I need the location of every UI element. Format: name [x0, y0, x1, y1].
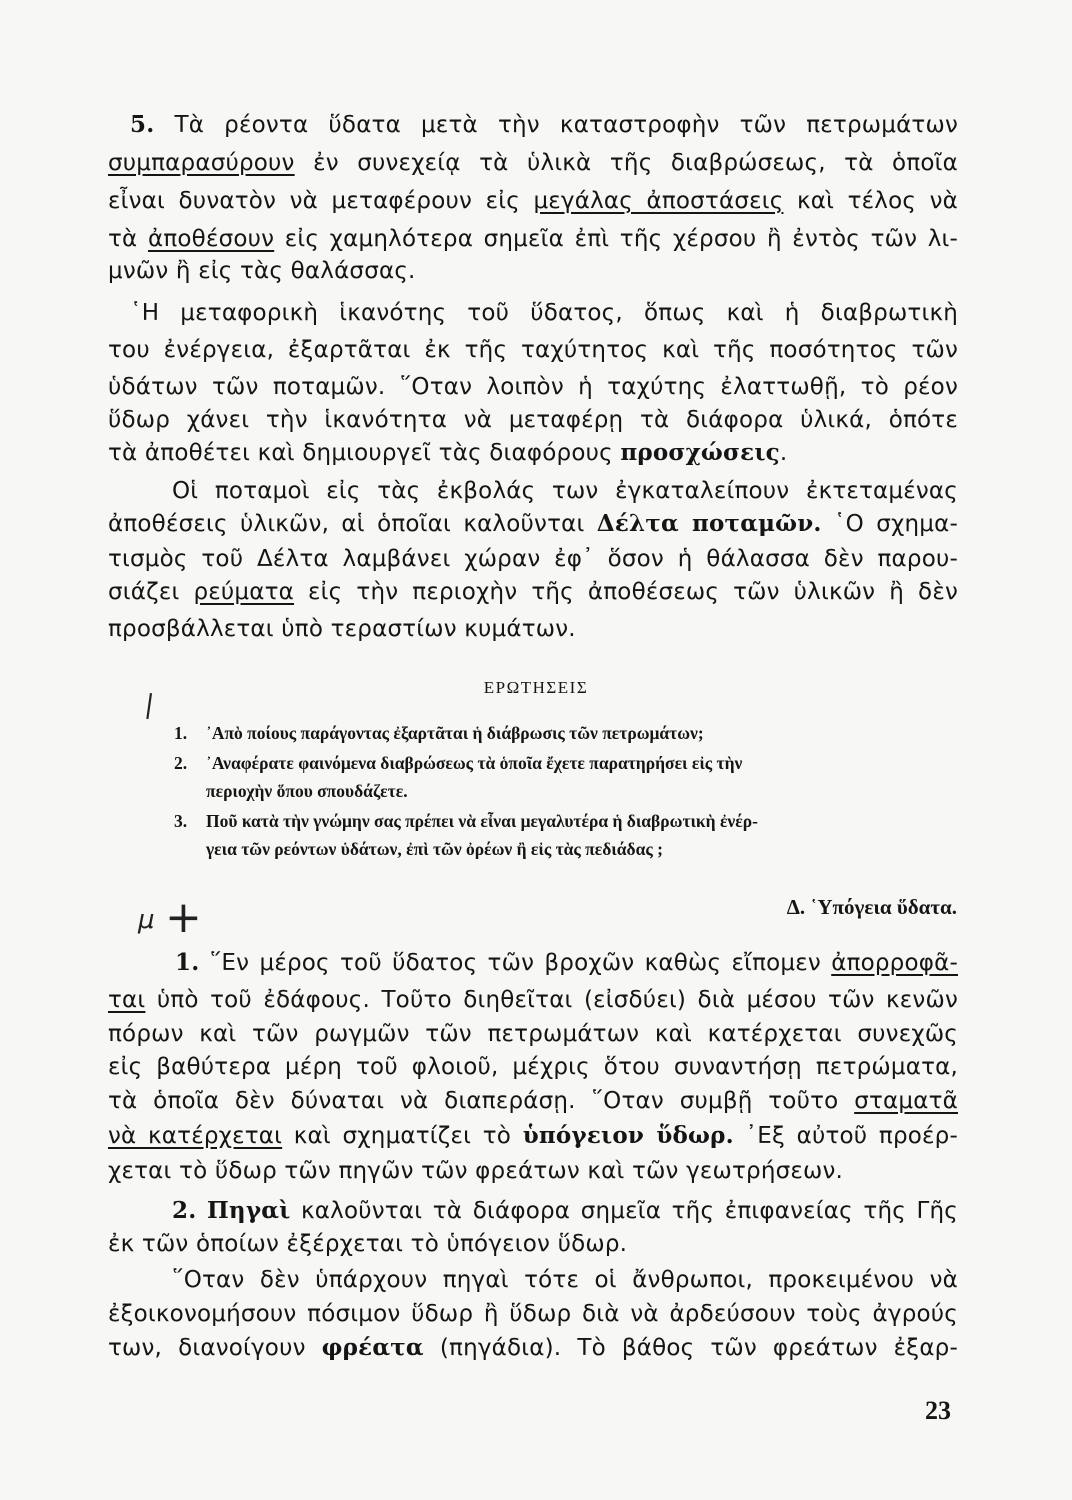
text-line: Οἱ ποταμοὶ εἰς τὰς ἐκβολάς των ἐγκαταλείπουν ἐκτεταμένας — [172, 478, 958, 504]
underlined-text: ται — [108, 987, 146, 1013]
underlined-text: συμπαρασύρουν — [108, 150, 295, 176]
text-line: ὑδάτων τῶν ποταμῶν. ῞Οταν λοιπὸν ἡ ταχύτης ἐλαττωθῇ, τὸ ρέον — [108, 374, 958, 400]
text-line: πόρων καὶ τῶν ρωγμῶν τῶν πετρωμάτων καὶ κατέρχεται συνεχῶς — [108, 1021, 958, 1047]
text-line: χεται τὸ ὕδωρ τῶν πηγῶν τῶν φρεάτων καὶ τῶν γεωτρήσεων. — [108, 1158, 844, 1184]
underlined-text: ἀπορροφᾶ- — [831, 950, 958, 976]
handwritten-mark: μ — [138, 905, 155, 935]
text-line: τὰ ἀποθέσουν εἰς χαμηλότερα σημεῖα ἐπὶ τῆς χέρσου ἢ ἐντὸς τῶν λι- — [108, 226, 959, 252]
text-line: εἰς βαθύτερα μέρη τοῦ φλοιοῦ, μέχρις ὅτου συναντήσῃ πετρώματα, — [108, 1054, 958, 1080]
text-line: μνῶν ἢ εἰς τὰς θαλάσσας. — [108, 258, 416, 284]
handwritten-mark: + — [165, 892, 202, 943]
paragraph-number: 1. — [175, 949, 200, 976]
text-line: τισμὸς τοῦ Δέλτα λαμβάνει χώραν ἐφ᾽ ὅσον ἡ θάλασσα δὲν παρου- — [108, 546, 958, 572]
text-line: εἶναι δυνατὸν νὰ μεταφέρουν εἰς μεγάλας ἀποστάσεις καὶ τέλος νὰ — [108, 188, 958, 214]
page-number: 23 — [925, 1396, 951, 1425]
document-page: 5. Τὰ ρέοντα ὕδατα μετὰ τὴν καταστροφὴν τῶν πετρωμάτων συμπαρασύρουν ἐν συνεχείᾳ τὰ ὑλικὰ τῆς διαβρώσεως, τὰ ὁποῖα εἶναι δυνατὸν νὰ μεταφέρουν εἰς μεγάλας ἀποστάσεις καὶ τέλος νὰ τὰ ἀποθέσουν εἰς χαμηλότερα σημεῖα ἐπὶ τῆς χέρσου ἢ ἐντὸς τῶν λι- μνῶν ἢ εἰς τὰς θαλάσσας. ῾Η μεταφορικὴ ἱκανότης τοῦ ὕδατος, ὅπως καὶ ἡ διαβρωτικὴ του ἐνέργεια, ἐξαρτᾶται ἐκ τῆς ταχύτητος καὶ τῆς ποσότητος τῶν ὑδάτων τῶν ποταμῶν. ῞Οταν λοιπὸν ἡ ταχύτης ἐλαττωθῇ, τὸ ρέον ὕδωρ χάνει τὴν ἱκανότητα νὰ μεταφέρῃ τὰ διάφορα ὑλικά, ὁπότε τὰ ἀποθέτει καὶ δημιουργεῖ τὰς διαφόρους προσχώσεις. Οἱ ποταμοὶ εἰς τὰς ἐκβολάς των ἐγκαταλείπουν ἐκτεταμένας ἀποθέσεις ὑλικῶν, αἱ ὁποῖαι καλοῦνται Δέλτα ποταμῶν. ῾Ο σχημα- τισμὸς τοῦ Δέλτα λαμβάνει χώραν ἐφ᾽ ὅσον ἡ θάλασσα δὲν παρου- σιάζει ρεύματα εἰς τὴν περιοχὴν τῆς ἀποθέσεως τῶν ὑλικῶν ἢ δὲν προσβάλλεται ὑπὸ τεραστίων κυμάτων. ΕΡΩΤΗΣΕΙΣ | 1. ᾽Απὸ ποίους παράγοντας ἐξαρτᾶται ἡ διάβρωσις τῶν πετρωμάτων; 2. ᾽Αναφέρατε φαινόμενα διαβρώσεως τὰ ὁποῖα ἔχετε παρατηρήσει εἰς τὴν περιοχὴν ὅπου σπουδάζετε. 3. Ποῦ κατὰ τὴν γνώμην σας πρέπει νὰ εἶναι μεγαλυτέρα ἡ διαβρωτικὴ ἐνέρ- γεια τῶν ρεόντων ὑδάτων, ἐπὶ τῶν ὀρέων ἢ εἰς τὰς πεδιάδας ; Δ. ῾Υπόγεια ὕδατα. μ + 1. ῞Εν μέρος τοῦ ὕδατος τῶν βροχῶν καθὼς εἴπομεν ἀπορροφᾶ- ται ὑπὸ τοῦ ἐδάφους. Τοῦτο διηθεῖται (εἰσδύει) διὰ μέσου τῶν κενῶν πόρων καὶ τῶν ρωγμῶν τῶν πετρωμάτων καὶ κατέρχεται συνεχῶς εἰς βαθύτερα μέρη τοῦ φλοιοῦ, μέχρις ὅτου συναντήσῃ πετρώματα, τὰ ὁποῖα δὲν δύναται νὰ διαπεράσῃ. ῞Οταν συμβῇ τοῦτο σταματᾶ νὰ κατέρχεται καὶ σχηματίζει τὸ ὑπόγειον ὕδωρ. ᾽Εξ αὐτοῦ προέρ- χεται τὸ ὕδωρ τῶν πηγῶν τῶν φρεάτων καὶ τῶν γεωτρήσεων. 2. Πηγαὶ καλοῦνται τὰ διάφορα σημεῖα τῆς ἐπιφανείας τῆς Γῆς ἐκ τῶν ὁποίων ἐξέρχεται τὸ ὑπόγειον ὕδωρ. ῞Οταν δὲν ὑπάρχουν πηγαὶ τότε οἱ ἄνθρωποι, προκειμένου νὰ ἐξοικονομήσουν πόσιμον ὕδωρ ἢ ὕδωρ διὰ νὰ ἀρδεύσουν τοὺς ἀγρούς των, διανοίγουν φρέατα (πηγάδια). Τὸ βάθος τῶν φρεάτων ἐξαρ- 23 — [0, 0, 1072, 1500]
bold-term: Δέλτα ποταμῶν. — [596, 510, 822, 537]
section-title: Δ. ῾Υπόγεια ὕδατα. — [786, 895, 957, 919]
text-line: ἐξοικονομήσουν πόσιμον ὕδωρ ἢ ὕδωρ διὰ νὰ ἀρδεύσουν τοὺς ἀγρούς — [108, 1301, 958, 1327]
text-line: συμπαρασύρουν ἐν συνεχείᾳ τὰ ὑλικὰ τῆς διαβρώσεως, τὰ ὁποῖα — [108, 150, 958, 176]
underlined-text: ἀποθέσουν — [148, 226, 275, 252]
underlined-text: μεγάλας ἀποστάσεις — [533, 188, 784, 214]
text-line: ται ὑπὸ τοῦ ἐδάφους. Τοῦτο διηθεῖται (εἰσδύει) διὰ μέσου τῶν κενῶν — [108, 987, 958, 1013]
underlined-text: ρεύματα — [193, 579, 295, 605]
text-line: τὰ ὁποῖα δὲν δύναται νὰ διαπεράσῃ. ῞Οταν συμβῇ τοῦτο σταματᾶ — [108, 1088, 958, 1114]
underlined-text: νὰ κατέρχεται — [108, 1123, 283, 1149]
text-line: 1. ῞Εν μέρος τοῦ ὕδατος τῶν βροχῶν καθὼς εἴπομεν ἀπορροφᾶ- — [175, 949, 958, 976]
paragraph-number: 2. — [172, 1197, 197, 1224]
bold-term: φρέατα — [321, 1334, 424, 1361]
text-line: 5. Τὰ ρέοντα ὕδατα μετὰ τὴν καταστροφὴν τῶν πετρωμάτων — [130, 111, 958, 138]
bold-term: Πηγαὶ — [207, 1197, 291, 1224]
text-line: 2. Πηγαὶ καλοῦνται τὰ διάφορα σημεῖα τῆς ἐπιφανείας τῆς Γῆς — [172, 1197, 958, 1224]
text-line: προσβάλλεται ὑπὸ τεραστίων κυμάτων. — [108, 616, 576, 642]
text-line: σιάζει ρεύματα εἰς τὴν περιοχὴν τῆς ἀποθέσεως τῶν ὑλικῶν ἢ δὲν — [108, 579, 958, 605]
handwritten-mark: | — [142, 689, 156, 721]
paragraph-number: 5. — [130, 111, 155, 138]
text-line: ἀποθέσεις ὑλικῶν, αἱ ὁποῖαι καλοῦνται Δέλτα ποταμῶν. ῾Ο σχημα- — [108, 510, 958, 537]
bold-term: προσχώσεις — [620, 439, 780, 466]
text-line: ὕδωρ χάνει τὴν ἱκανότητα νὰ μεταφέρῃ τὰ διάφορα ὑλικά, ὁπότε — [108, 407, 958, 433]
text-line: νὰ κατέρχεται καὶ σχηματίζει τὸ ὑπόγειον ὕδωρ. ᾽Εξ αὐτοῦ προέρ- — [108, 1122, 958, 1149]
text-line: τὰ ἀποθέτει καὶ δημιουργεῖ τὰς διαφόρους προσχώσεις. — [108, 439, 788, 466]
text-line: ῞Οταν δὲν ὑπάρχουν πηγαὶ τότε οἱ ἄνθρωποι, προκειμένου νὰ — [172, 1267, 958, 1293]
underlined-text: σταματᾶ — [854, 1088, 958, 1114]
text-line: των, διανοίγουν φρέατα (πηγάδια). Τὸ βάθος τῶν φρεάτων ἐξαρ- — [108, 1334, 958, 1361]
text-line: του ἐνέργεια, ἐξαρτᾶται ἐκ τῆς ταχύτητος καὶ τῆς ποσότητος τῶν — [108, 337, 958, 363]
questions-heading: ΕΡΩΤΗΣΕΙΣ — [483, 678, 589, 697]
bold-term: ὑπόγειον ὕδωρ. — [522, 1122, 734, 1149]
text-line: ῾Η μεταφορικὴ ἱκανότης τοῦ ὕδατος, ὅπως καὶ ἡ διαβρωτικὴ — [130, 300, 958, 326]
text-line: ἐκ τῶν ὁποίων ἐξέρχεται τὸ ὑπόγειον ὕδωρ. — [108, 1231, 628, 1257]
